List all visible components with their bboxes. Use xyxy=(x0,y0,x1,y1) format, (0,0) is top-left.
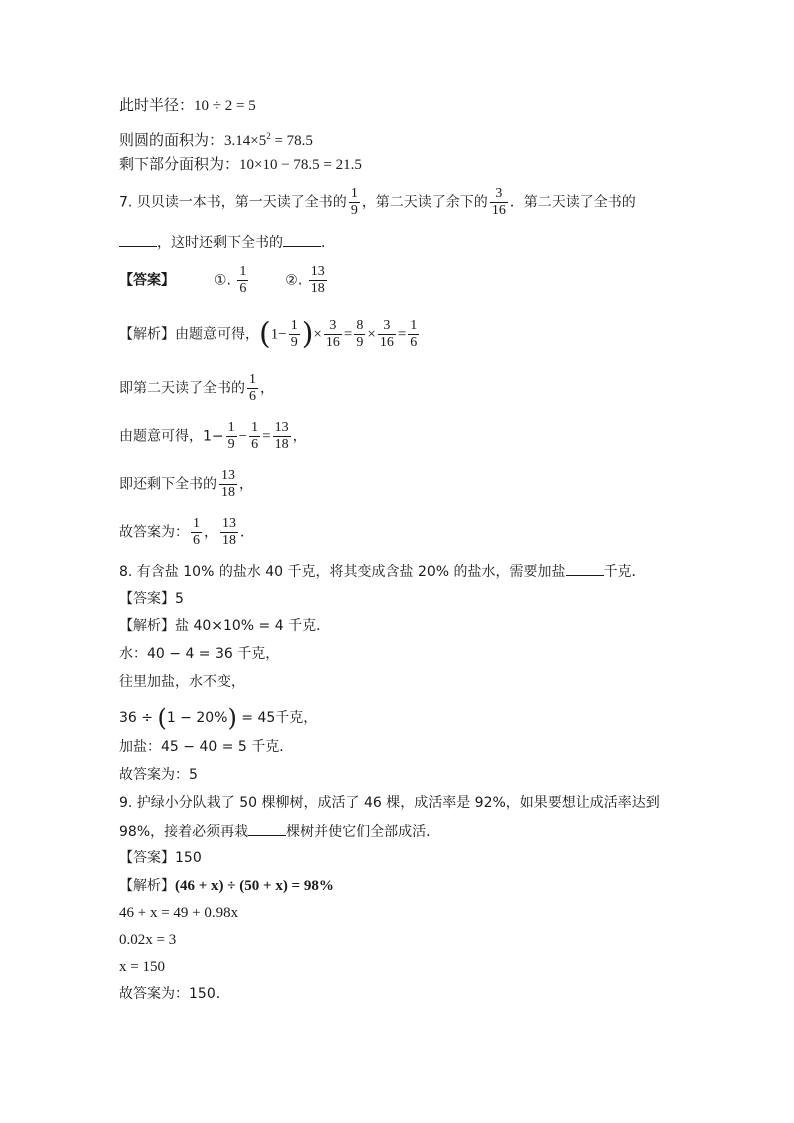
q8-answer-summary: 故答案为：5 xyxy=(119,767,198,783)
denominator: 16 xyxy=(379,335,394,350)
q7-l2-text: 即第二天读了全书的 xyxy=(119,380,245,397)
q7-l3-frac1 xyxy=(226,420,237,453)
q7-a1-equals-2: = xyxy=(397,326,407,343)
q7-answer-1-fraction xyxy=(237,264,248,297)
q9-stem-line1: 9. 护绿小分队栽了 50 棵柳树，成活了 46 棵，成活率是 92%，如果要想让成活率达到 xyxy=(119,795,660,811)
q7-a1-times: × xyxy=(313,326,322,343)
q7-analysis-line2 xyxy=(119,372,274,405)
numerator: 1 xyxy=(410,318,418,333)
q8-analysis-line3: 往里加盐，水不变， xyxy=(119,674,245,690)
q8-stem-b: 千克． xyxy=(603,564,646,580)
q7-blank-2 xyxy=(283,232,321,247)
numerator: 8 xyxy=(356,318,364,333)
q8-stem xyxy=(119,561,646,582)
numerator: 1 xyxy=(249,372,256,387)
numerator: 13 xyxy=(310,264,325,279)
q8-analysis-line5: 加盐：45 − 40 = 5 千克． xyxy=(119,739,294,755)
numerator: 13 xyxy=(222,516,236,531)
q7-l3-frac3 xyxy=(273,420,291,453)
q9-blank xyxy=(248,821,286,836)
q8-analysis-line2: 水：40 − 4 = 36 千克， xyxy=(119,646,280,662)
prev-circle-area-result: = 78.5 xyxy=(270,133,313,149)
denominator: 9 xyxy=(227,437,235,452)
q7-l3-end: ， xyxy=(292,428,307,445)
denominator: 18 xyxy=(222,533,236,548)
q7-l5-frac1 xyxy=(191,516,202,549)
q8-l4-a: 36 ÷ xyxy=(119,710,158,726)
prev-circle-area-text: 则圆的面积为：3.14×5 xyxy=(119,133,267,149)
q8-l4-b: = 45千克， xyxy=(236,710,318,726)
denominator: 6 xyxy=(249,389,256,404)
prev-exponent: 2 xyxy=(266,131,271,141)
q7-l5-frac2 xyxy=(220,516,238,549)
q7-answer-label: 【答案】 xyxy=(119,272,175,289)
q7-stem-a: 7. 贝贝读一本书，第一天读了全书的 xyxy=(119,194,347,211)
right-paren: ) xyxy=(301,316,314,352)
q7-stem-c: ．第二天读了全书的 xyxy=(509,194,636,211)
q7-answer-2-mark: ②. xyxy=(285,272,303,289)
q8-stem-a: 8. 有含盐 10% 的盐水 40 千克，将其变成含盐 20% 的盐水，需要加盐 xyxy=(119,564,566,580)
q7-analysis-line4 xyxy=(119,468,253,501)
numerator: 1 xyxy=(227,420,235,435)
q9-analysis-line2: 46 + x = 49 + 0.98x xyxy=(119,905,239,921)
q9-answer-summary: 故答案为：150． xyxy=(119,986,230,1002)
left-paren: ( xyxy=(157,704,167,732)
numerator: 1 xyxy=(251,420,259,435)
denominator: 18 xyxy=(274,437,289,452)
q8-analysis-line1: 【解析】盐 40×10% = 4 千克． xyxy=(119,618,331,634)
q7-a1-frac3 xyxy=(354,318,365,351)
prev-radius-line: 此时半径：10 ÷ 2 = 5 xyxy=(119,98,256,114)
prev-remaining-area-line: 剩下部分面积为：10×10 − 78.5 = 21.5 xyxy=(119,157,362,173)
denominator: 9 xyxy=(290,335,298,350)
q7-l2-fraction xyxy=(247,372,258,405)
q7-fraction-3-16 xyxy=(490,186,508,219)
numerator: 1 xyxy=(290,318,298,333)
q7-answer-1-mark: ①. xyxy=(213,272,231,289)
q8-answer: 【答案】5 xyxy=(119,591,184,607)
numerator: 1 xyxy=(239,264,247,279)
denominator: 9 xyxy=(350,203,358,218)
q7-l3-equals: = xyxy=(262,428,271,445)
q7-l3-frac2 xyxy=(249,420,260,453)
numerator: 3 xyxy=(490,186,508,203)
q7-analysis-label: 【解析】由题意可得， xyxy=(119,326,259,343)
q7-answer-line xyxy=(119,264,329,297)
denominator: 6 xyxy=(251,437,259,452)
q8-blank xyxy=(566,561,604,576)
q9-answer: 【答案】150 xyxy=(119,850,202,866)
q7-a1-frac2 xyxy=(324,318,342,351)
q7-a1-frac1 xyxy=(289,318,300,351)
left-paren: ( xyxy=(259,316,271,352)
q7-a1-frac4 xyxy=(378,318,396,351)
q7-l3-text: 由题意可得，1− xyxy=(119,428,224,445)
q7-blank-1 xyxy=(119,232,157,247)
q7-stem-line2 xyxy=(119,232,335,253)
q7-l5-end: ． xyxy=(240,524,254,541)
q9-analysis-line4: x = 150 xyxy=(119,959,165,975)
q7-a1-times-2: × xyxy=(367,326,376,343)
q9-stem-line2 xyxy=(119,821,440,842)
q9-stem-b: 98%，接着必须再栽 xyxy=(119,824,249,840)
q7-l3-minus: − xyxy=(238,428,248,445)
numerator: 1 xyxy=(350,186,358,201)
q7-stem-line1 xyxy=(119,186,636,219)
q7-stem-e: ． xyxy=(321,235,335,251)
q7-a1-frac5 xyxy=(408,318,419,351)
q8-l4-inner: 1 − 20% xyxy=(166,710,228,726)
q7-answer-2-fraction xyxy=(309,264,327,297)
q7-stem-b: ，第二天读了余下的 xyxy=(361,194,488,211)
numerator: 1 xyxy=(193,516,200,531)
q7-analysis-line1 xyxy=(119,318,421,351)
q9-stem-c: 棵树并使它们全部成活． xyxy=(286,824,441,840)
q7-answer-summary xyxy=(119,516,254,549)
q7-l4-end: ， xyxy=(239,476,253,493)
q7-analysis-line3 xyxy=(119,420,307,453)
q7-a1-equals: = xyxy=(343,326,353,343)
numerator: 3 xyxy=(324,318,342,335)
denominator: 16 xyxy=(325,335,340,350)
q7-l5-sep: ， xyxy=(204,524,218,541)
denominator: 16 xyxy=(491,203,506,218)
prev-circle-area-line xyxy=(119,126,313,151)
q7-l4-fraction xyxy=(219,468,237,501)
denominator: 9 xyxy=(356,335,364,350)
q7-l5-text: 故答案为： xyxy=(119,524,189,541)
numerator: 13 xyxy=(221,468,235,483)
right-paren: ) xyxy=(227,704,237,732)
q7-fraction-1-9 xyxy=(349,186,360,219)
denominator: 6 xyxy=(193,533,200,548)
q8-analysis-line4 xyxy=(119,703,317,733)
q7-stem-d: ，这时还剩下全书的 xyxy=(157,235,283,251)
q9-analysis-line1 xyxy=(119,876,334,896)
denominator: 18 xyxy=(310,281,325,296)
q7-a1-one-minus: 1− xyxy=(270,326,287,343)
q9-analysis-line3: 0.02x = 3 xyxy=(119,932,177,948)
numerator: 13 xyxy=(274,420,289,435)
q9-analysis-label: 【解析】 xyxy=(119,878,175,894)
q9-equation: (46 + x) ÷ (50 + x) = 98% xyxy=(175,878,334,894)
numerator: 3 xyxy=(378,318,396,335)
denominator: 18 xyxy=(221,485,235,500)
denominator: 6 xyxy=(410,335,418,350)
denominator: 6 xyxy=(239,281,247,296)
q7-l2-end: ， xyxy=(260,380,274,397)
q7-l4-text: 即还剩下全书的 xyxy=(119,476,217,493)
